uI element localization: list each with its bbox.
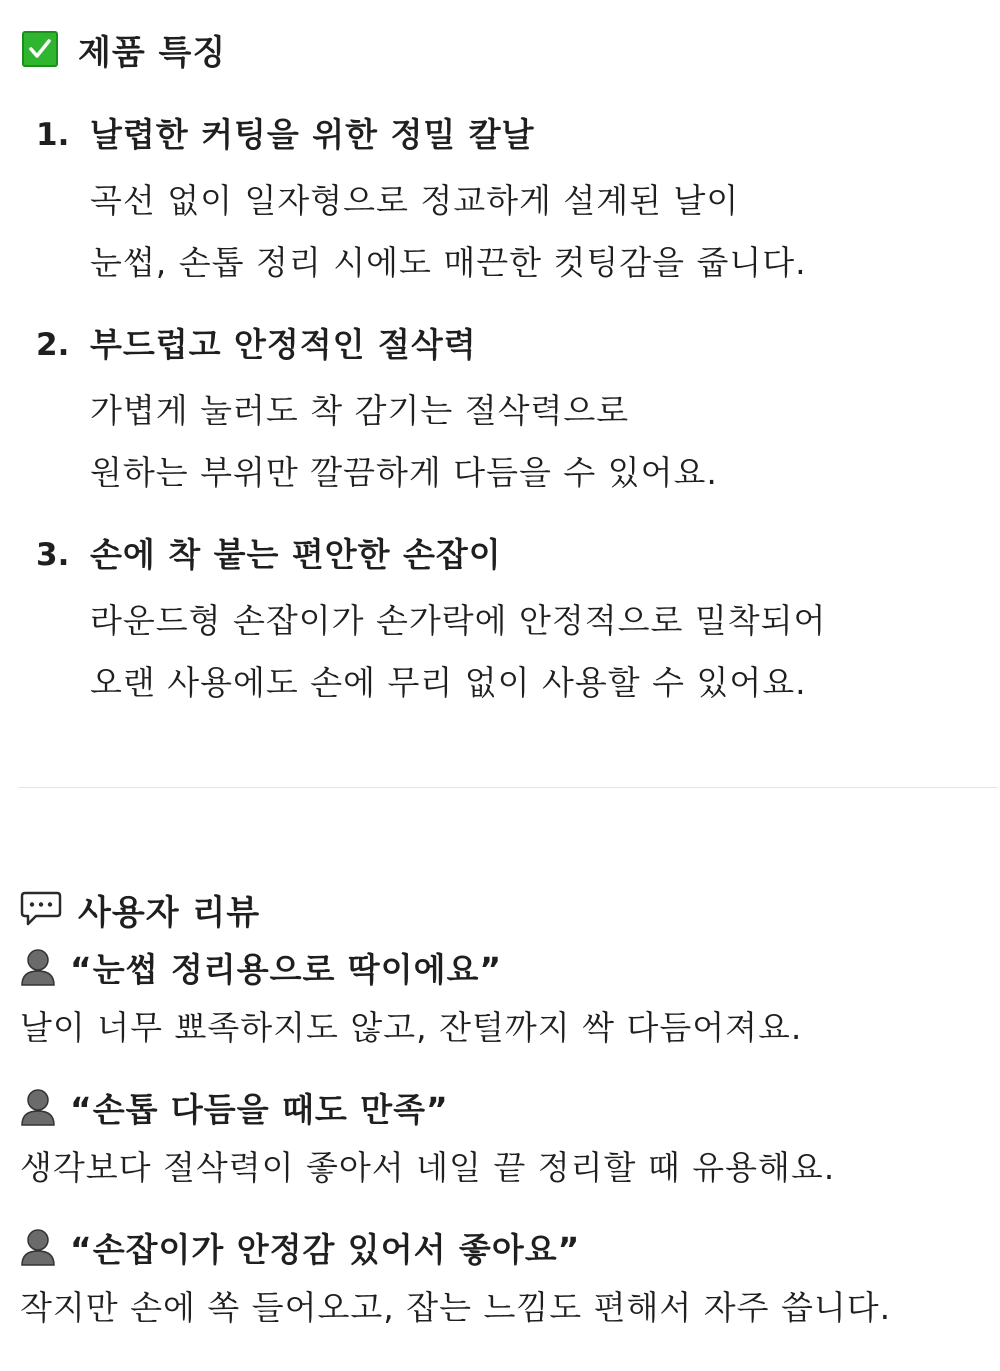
review-item [20,1082,995,1196]
feature-title: 부드럽고 안정적인 절삭력 [90,325,477,364]
review-header [20,1082,995,1132]
reviews-section [20,886,995,1336]
feature-description-line: 곡선 없이 일자형으로 정교하게 설계된 날이 [90,181,740,220]
feature-item [22,532,982,714]
person-silhouette-icon [20,947,56,987]
review-title: “눈썹 정리용으로 딱이에요” [70,949,503,989]
reviews-heading [20,886,995,932]
feature-list [22,112,982,714]
feature-number: 1. [36,117,70,153]
reviews-heading-text: 사용자 리뷰 [78,892,261,933]
review-header [20,942,995,992]
person-silhouette-icon [20,1227,56,1267]
check-mark-icon [22,31,58,67]
feature-item [22,112,982,294]
features-section [22,26,982,714]
feature-description-line: 눈썹, 손톱 정리 시에도 매끈한 컷팅감을 줍니다. [90,243,807,282]
review-body: 생각보다 절삭력이 좋아서 네일 끝 정리할 때 유용해요. [20,1148,836,1187]
review-title: “손톱 다듬을 때도 만족” [70,1089,449,1129]
features-heading-text: 제품 특징 [78,32,227,73]
review-body: 날이 너무 뾰족하지도 않고, 잔털까지 싹 다듬어져요. [20,1008,803,1047]
section-divider [18,787,998,788]
features-heading [22,26,982,72]
feature-title: 손에 착 붙는 편안한 손잡이 [90,535,502,574]
feature-item [22,322,982,504]
feature-title: 날렵한 커팅을 위한 정밀 칼날 [90,115,535,154]
speech-bubble-icon [20,886,62,932]
review-body: 작지만 손에 쏙 들어오고, 잡는 느낌도 편해서 자주 씁니다. [20,1288,892,1327]
feature-description-line: 라운드형 손잡이가 손가락에 안정적으로 밀착되어 [90,601,827,640]
feature-number: 2. [36,327,70,363]
feature-number: 3. [36,537,70,573]
feature-description-line: 원하는 부위만 깔끔하게 다듬을 수 있어요. [90,453,718,492]
review-item [20,942,995,1056]
person-silhouette-icon [20,1087,56,1127]
feature-description-line: 오랜 사용에도 손에 무리 없이 사용할 수 있어요. [90,663,807,702]
review-title: “손잡이가 안정감 있어서 좋아요” [70,1229,581,1269]
feature-description-line: 가볍게 눌러도 착 감기는 절삭력으로 [90,391,630,430]
review-header [20,1222,995,1272]
review-item [20,1222,995,1336]
